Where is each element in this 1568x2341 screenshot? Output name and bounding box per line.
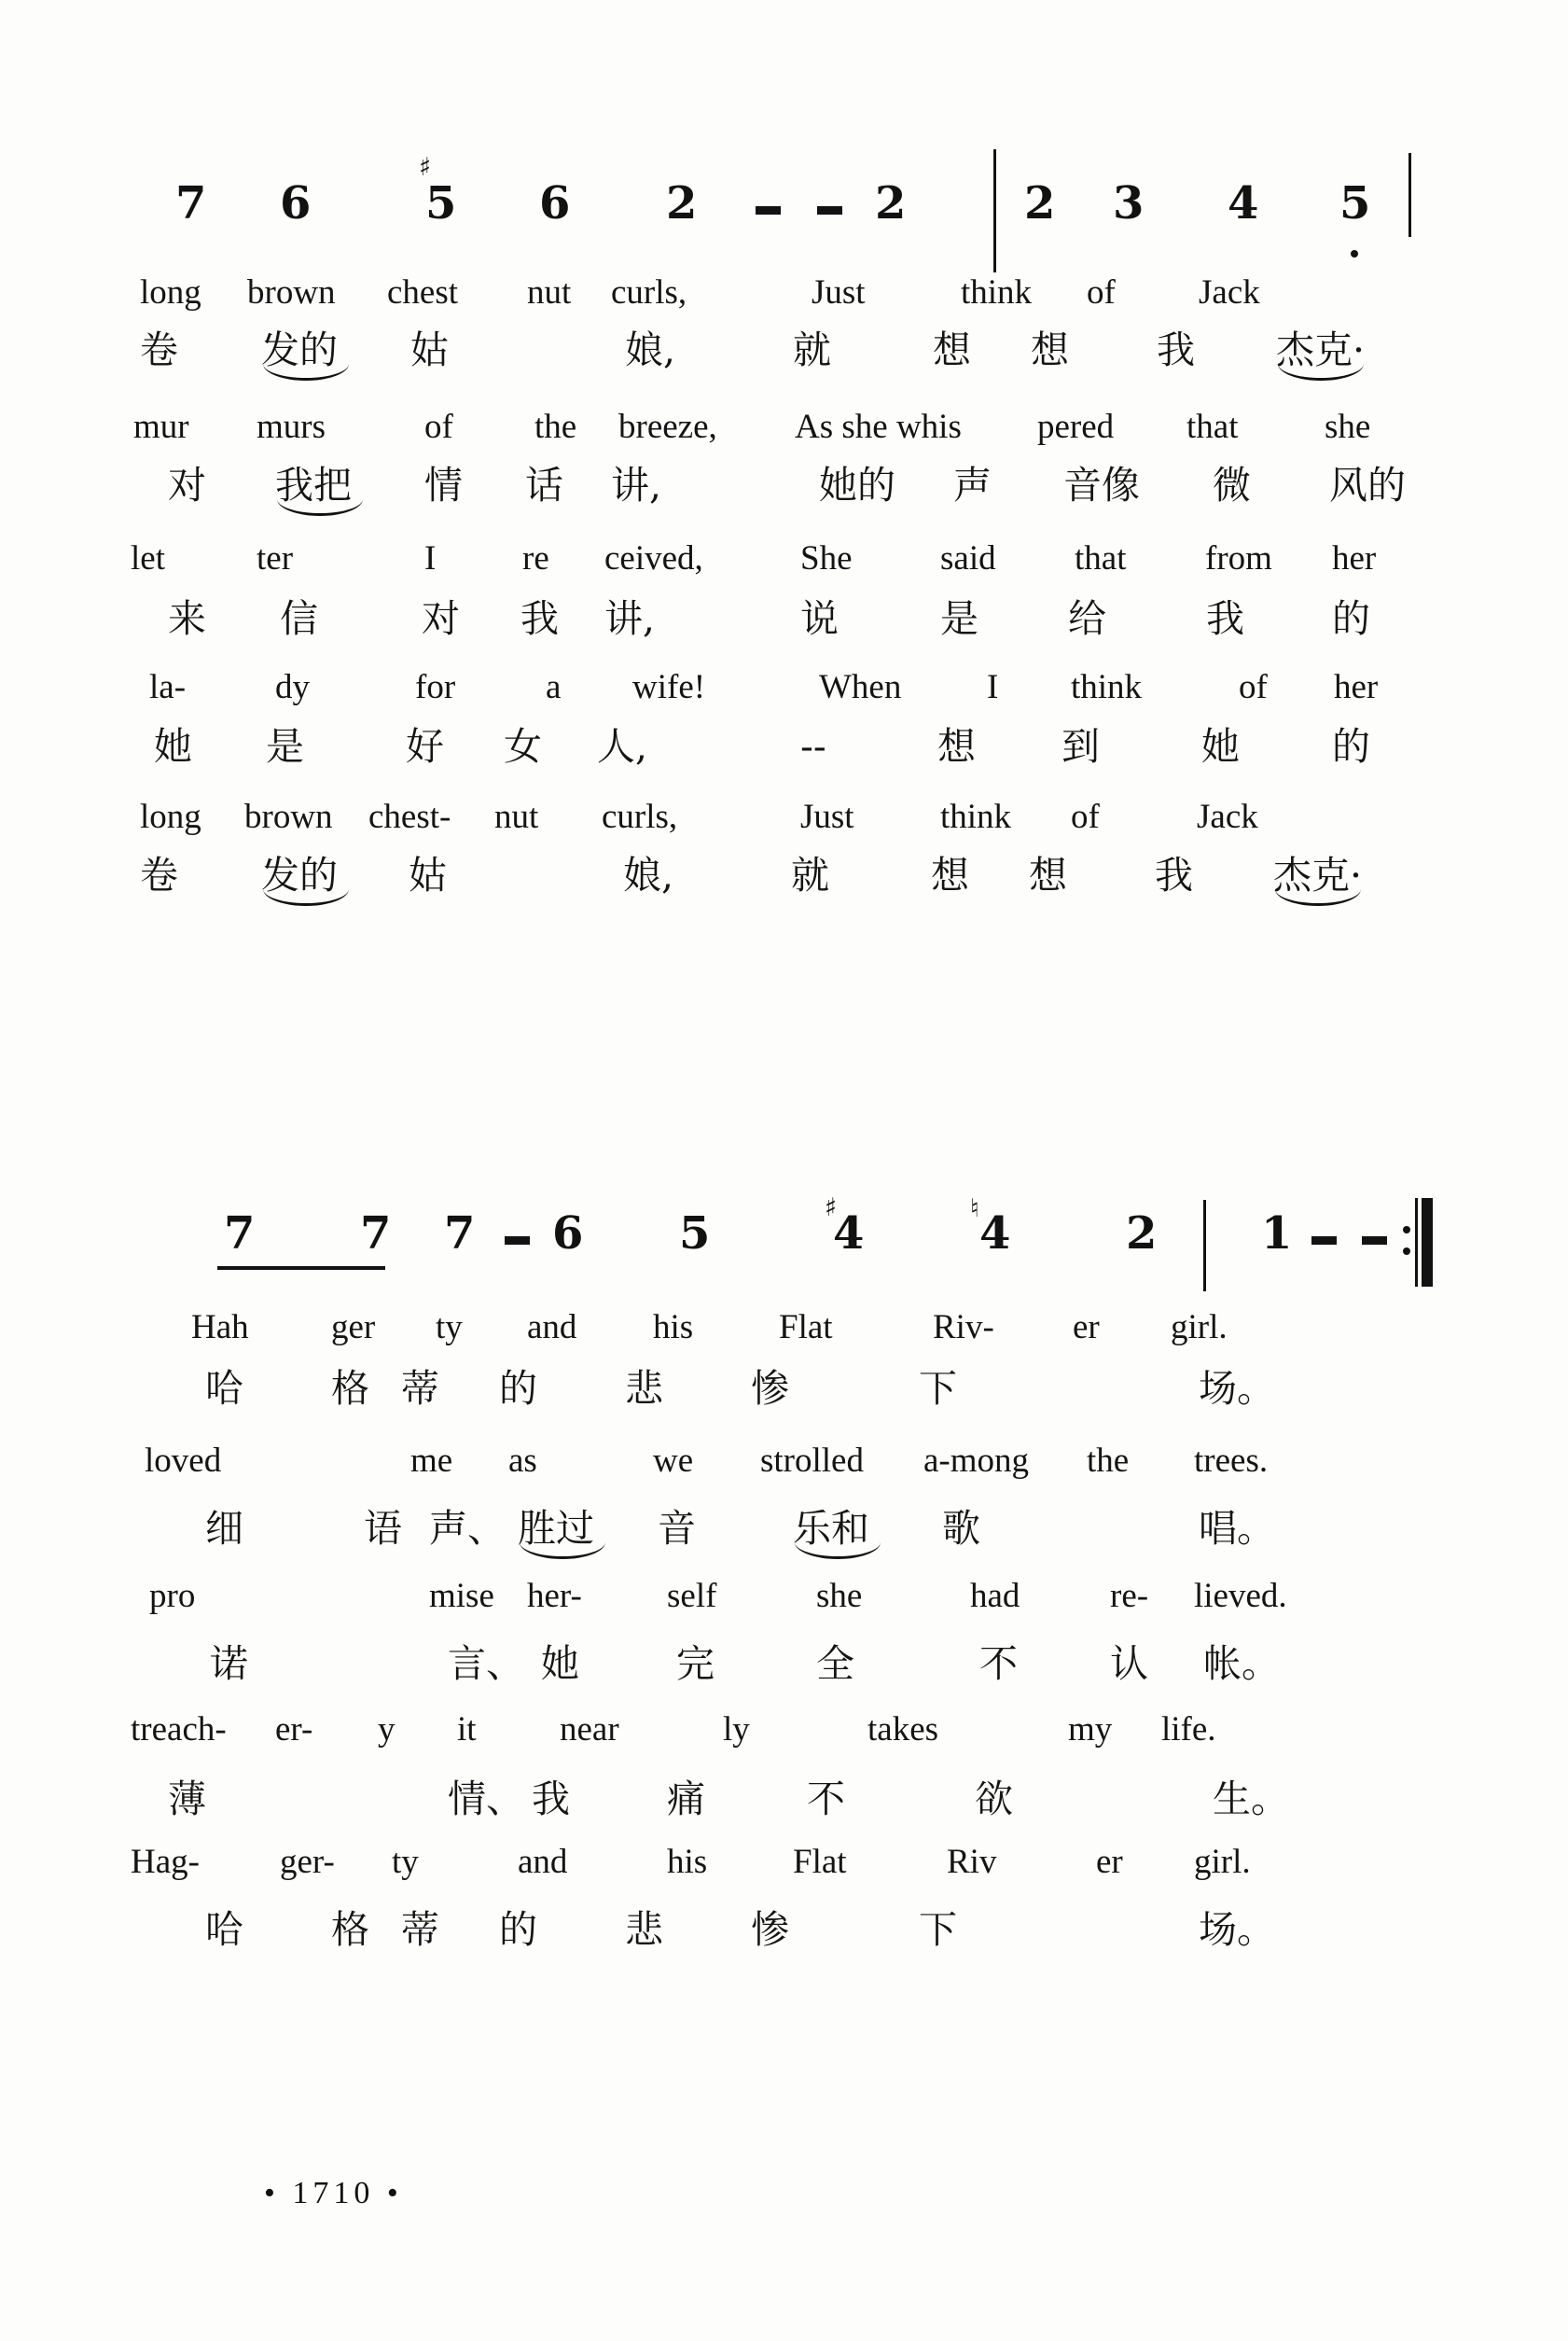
lyric-token-chinese: 姑	[410, 327, 449, 372]
slur-arc	[795, 1540, 881, 1559]
lyric-token-english: takes	[867, 1710, 939, 1749]
eighth-note-beam	[217, 1266, 385, 1270]
sharp-accidental-icon: ♯	[419, 153, 432, 182]
lyric-token-english: pro	[149, 1577, 196, 1615]
slur-arc	[277, 497, 363, 516]
note-number: 6	[539, 177, 571, 230]
note-number: 2	[666, 177, 698, 230]
lyric-token-english: Flat	[793, 1843, 847, 1881]
lyric-token-chinese: 我把	[275, 463, 352, 508]
lyric-token-english: of	[1087, 273, 1116, 312]
lyric-token-chinese: 细	[205, 1506, 243, 1551]
lyric-token-chinese: 想	[931, 853, 969, 898]
lyric-token-english: trees.	[1194, 1442, 1269, 1480]
lyric-token-english: er-	[275, 1710, 313, 1749]
lyric-token-chinese: 是	[940, 596, 978, 641]
lyric-token-english: the	[1087, 1442, 1130, 1480]
lyric-token-english: When	[819, 668, 902, 706]
lyric-token-english: life.	[1161, 1710, 1216, 1749]
lyric-token-chinese: 娘,	[623, 853, 674, 898]
lyric-token-chinese: 她	[154, 724, 192, 769]
lyric-token-english: treach-	[131, 1710, 227, 1749]
lyric-token-english: ceived,	[604, 539, 703, 578]
note-number: 5	[679, 1207, 711, 1260]
lyric-token-chinese: 的	[1332, 724, 1370, 769]
lyric-token-english: girl.	[1194, 1843, 1251, 1881]
lyric-token-chinese: 卷	[140, 853, 178, 898]
lyric-token-chinese: 场。	[1199, 1907, 1275, 1952]
lyric-token-english: long	[140, 798, 201, 836]
note-duration-dash	[1311, 1236, 1337, 1245]
lyric-token-english: strolled	[760, 1442, 864, 1480]
barline	[1203, 1200, 1206, 1291]
lyric-token-chinese: 诺	[210, 1641, 248, 1686]
lyric-token-chinese: 想	[1031, 327, 1069, 372]
lyric-token-english: ger	[331, 1308, 376, 1346]
lyric-token-chinese: 娘,	[625, 327, 676, 372]
lyric-token-english: think	[940, 798, 1012, 836]
lyric-token-english: let	[131, 539, 165, 578]
lyric-token-english: we	[653, 1442, 694, 1480]
lyric-token-chinese: 格	[331, 1366, 369, 1411]
lyric-token-english: the	[534, 408, 577, 446]
lyric-token-english: it	[457, 1710, 477, 1749]
note-duration-dash	[756, 206, 781, 215]
lyric-token-english: wife!	[632, 668, 706, 706]
lyric-token-english: curls,	[611, 273, 687, 312]
lyric-token-chinese: 格	[331, 1907, 369, 1952]
lyric-token-chinese: 姑	[409, 853, 447, 898]
lyric-token-chinese: 悲	[625, 1366, 663, 1411]
lyric-token-english: y	[378, 1710, 395, 1749]
lyric-token-chinese: 信	[280, 596, 318, 641]
lyric-token-english: er	[1073, 1308, 1100, 1346]
lyric-token-chinese: 蒂	[401, 1907, 439, 1952]
barline	[1408, 153, 1411, 237]
lyric-token-english: near	[560, 1710, 619, 1749]
lyric-token-english: that	[1075, 539, 1127, 578]
lyric-token-english: long	[140, 273, 201, 312]
slur-arc	[263, 362, 349, 381]
lyric-token-chinese: 惨	[751, 1907, 789, 1952]
lyric-token-chinese: 歌	[942, 1506, 980, 1551]
lyric-token-chinese: 下	[919, 1366, 957, 1411]
lyric-token-chinese: 的	[499, 1366, 537, 1411]
lyric-token-chinese: 人,	[597, 724, 648, 769]
lyric-token-chinese: 哈	[205, 1907, 243, 1952]
lyric-token-english: Flat	[779, 1308, 833, 1346]
lyric-token-english: I	[424, 539, 437, 578]
lyric-token-english: She	[800, 539, 853, 578]
lyric-token-chinese: 音	[658, 1506, 696, 1551]
note-number: 1	[1261, 1207, 1293, 1260]
lyric-token-english: dy	[275, 668, 310, 706]
lyric-token-english: Hag-	[131, 1843, 200, 1881]
lyric-token-chinese: 声	[953, 463, 992, 508]
lyric-token-english: ty	[436, 1308, 463, 1346]
lyric-token-english: think	[1071, 668, 1143, 706]
lyric-token-english: ter	[257, 539, 294, 578]
note-duration-dash	[1362, 1236, 1387, 1245]
note-number: 2	[1024, 177, 1056, 230]
lyric-token-english: loved	[145, 1442, 222, 1480]
note-number: 4	[833, 1207, 865, 1260]
lyric-token-english: breeze,	[618, 408, 717, 446]
lyric-token-chinese: 卷	[140, 327, 178, 372]
note-duration-dash	[817, 206, 842, 215]
lyric-token-chinese: 不	[807, 1777, 845, 1821]
lyric-token-chinese: 话	[525, 463, 563, 508]
lyric-token-english: she	[816, 1577, 863, 1615]
lyric-token-chinese: 我	[1157, 327, 1195, 372]
lyric-token-chinese: 微	[1213, 463, 1251, 508]
lyric-token-chinese: 想	[937, 724, 976, 769]
lyric-token-english: As she whis	[795, 408, 962, 446]
lyric-token-chinese: 发的	[261, 853, 338, 898]
lyric-token-english: a-mong	[923, 1442, 1030, 1480]
octave-dot	[1351, 250, 1358, 258]
lyric-token-english: lieved.	[1194, 1577, 1287, 1615]
lyric-token-english: curls,	[602, 798, 678, 836]
lyric-token-english: and	[518, 1843, 568, 1881]
lyric-token-chinese: 我	[520, 596, 559, 641]
lyric-token-english: ly	[723, 1710, 750, 1749]
lyric-token-english: girl.	[1171, 1308, 1228, 1346]
lyric-token-chinese: 语	[364, 1506, 402, 1551]
lyric-token-english: er	[1096, 1843, 1123, 1881]
lyric-token-chinese: 不	[979, 1641, 1018, 1686]
repeat-dot	[1403, 1247, 1410, 1255]
lyric-token-chinese: 讲,	[604, 596, 656, 641]
lyric-token-english: murs	[257, 408, 326, 446]
lyric-token-english: that	[1186, 408, 1239, 446]
slur-arc	[1275, 887, 1361, 906]
lyric-token-english: and	[527, 1308, 577, 1346]
lyric-token-chinese: 我	[1206, 596, 1244, 641]
lyric-token-chinese: 发的	[261, 327, 338, 372]
lyric-token-english: as	[508, 1442, 537, 1480]
lyric-token-chinese: 帐。	[1203, 1641, 1280, 1686]
lyric-token-chinese: 情	[424, 463, 463, 508]
lyric-token-english: Just	[800, 798, 854, 836]
lyric-token-chinese: 对	[168, 463, 206, 508]
note-number: 2	[875, 177, 907, 230]
note-number: 3	[1113, 177, 1145, 230]
lyric-token-chinese: 悲	[625, 1907, 663, 1952]
lyric-token-chinese: 我	[532, 1777, 570, 1821]
lyric-token-english: me	[410, 1442, 453, 1480]
lyric-token-english: Hah	[191, 1308, 249, 1346]
lyric-token-chinese: 哈	[205, 1366, 243, 1411]
lyric-token-chinese: 蒂	[401, 1366, 439, 1411]
lyric-token-english: brown	[247, 273, 336, 312]
note-number: 4	[979, 1207, 1011, 1260]
lyric-token-english: her-	[527, 1577, 582, 1615]
lyric-token-english: think	[961, 273, 1033, 312]
lyric-token-chinese: 唱。	[1199, 1506, 1275, 1551]
repeat-thick-barline	[1422, 1198, 1433, 1287]
lyric-token-english: his	[653, 1308, 694, 1346]
lyric-token-english: his	[667, 1843, 708, 1881]
lyric-token-chinese: 生。	[1213, 1777, 1289, 1821]
lyric-token-english: pered	[1037, 408, 1115, 446]
note-number: 7	[175, 177, 207, 230]
note-number: 5	[1339, 177, 1371, 230]
lyric-token-english: I	[987, 668, 999, 706]
page-number: • 1710 •	[264, 2176, 403, 2210]
barline	[993, 149, 996, 272]
slur-arc	[1278, 362, 1364, 381]
lyric-token-chinese: 她	[541, 1641, 579, 1686]
lyric-token-english: my	[1068, 1710, 1113, 1749]
lyric-token-english: ty	[392, 1843, 419, 1881]
lyric-token-english: from	[1205, 539, 1272, 578]
lyric-token-english: mur	[133, 408, 189, 446]
lyric-token-chinese: 音像	[1063, 463, 1140, 508]
lyric-token-chinese: 到	[1062, 724, 1100, 769]
slur-arc	[263, 887, 349, 906]
lyric-token-chinese: 是	[266, 724, 304, 769]
note-duration-dash	[505, 1236, 530, 1245]
repeat-thin-barline	[1415, 1198, 1418, 1287]
lyric-token-english: Jack	[1197, 798, 1258, 836]
lyric-token-english: re	[522, 539, 549, 578]
lyric-token-english: Jack	[1199, 273, 1260, 312]
lyric-token-chinese: 惨	[751, 1366, 789, 1411]
lyric-token-chinese: 讲,	[611, 463, 662, 508]
lyric-token-chinese: 女	[504, 724, 542, 769]
lyric-token-chinese: 全	[816, 1641, 854, 1686]
lyric-token-chinese: 来	[168, 596, 206, 641]
lyric-token-chinese: 她的	[819, 463, 895, 508]
lyric-token-english: mise	[429, 1577, 494, 1615]
lyric-token-chinese: 想	[1029, 853, 1067, 898]
lyric-token-chinese: 对	[422, 596, 460, 641]
lyric-token-chinese: 就	[791, 853, 829, 898]
lyric-token-english: Riv-	[933, 1308, 994, 1346]
lyric-token-chinese: 认	[1110, 1641, 1148, 1686]
lyric-token-chinese: 给	[1068, 596, 1106, 641]
lyric-token-chinese: 下	[919, 1907, 957, 1952]
note-number: 7	[224, 1207, 256, 1260]
lyric-token-chinese: 她	[1201, 724, 1240, 769]
lyric-token-chinese: 说	[800, 596, 839, 641]
lyric-token-chinese: 乐和	[793, 1506, 869, 1551]
note-number: 2	[1126, 1207, 1158, 1260]
lyric-token-english: nut	[494, 798, 539, 836]
lyric-token-chinese: 欲	[975, 1777, 1013, 1821]
lyric-token-english: for	[415, 668, 456, 706]
natural-accidental-icon: ♮	[970, 1194, 979, 1223]
lyric-token-chinese: 的	[1332, 596, 1370, 641]
lyric-token-english: self	[667, 1577, 717, 1615]
lyric-token-english: her	[1332, 539, 1377, 578]
lyric-token-chinese: --	[800, 724, 826, 769]
lyric-token-english: brown	[244, 798, 333, 836]
slur-arc	[520, 1540, 605, 1559]
lyric-token-english: la-	[149, 668, 187, 706]
note-number: 6	[280, 177, 312, 230]
lyric-token-chinese: 痛	[667, 1777, 705, 1821]
lyric-token-english: Just	[812, 273, 866, 312]
lyric-token-english: had	[970, 1577, 1020, 1615]
lyric-token-chinese: 情、	[448, 1777, 524, 1821]
lyric-token-chinese: 言、	[448, 1641, 524, 1686]
lyric-token-english: a	[546, 668, 562, 706]
note-number: 6	[552, 1207, 584, 1260]
lyric-token-chinese: 的	[499, 1907, 537, 1952]
repeat-dot	[1403, 1226, 1410, 1233]
lyric-token-chinese: 杰克·	[1273, 853, 1363, 898]
sharp-accidental-icon: ♯	[825, 1193, 838, 1222]
lyric-token-chinese: 场。	[1199, 1366, 1275, 1411]
lyric-token-chinese: 声、	[429, 1506, 506, 1551]
lyric-token-english: of	[1071, 798, 1100, 836]
note-number: 4	[1228, 177, 1259, 230]
lyric-token-chinese: 想	[933, 327, 971, 372]
lyric-token-english: she	[1325, 408, 1371, 446]
lyric-token-chinese: 我	[1155, 853, 1193, 898]
lyric-token-english: of	[1239, 668, 1268, 706]
lyric-token-chinese: 薄	[168, 1777, 206, 1821]
lyric-token-chinese: 好	[406, 724, 444, 769]
lyric-token-chinese: 风的	[1329, 463, 1406, 508]
note-number: 5	[425, 177, 457, 230]
lyric-token-chinese: 杰克·	[1276, 327, 1366, 372]
lyric-token-english: ger-	[280, 1843, 335, 1881]
lyric-token-english: nut	[527, 273, 572, 312]
lyric-token-english: of	[424, 408, 453, 446]
note-number: 7	[360, 1207, 392, 1260]
lyric-token-english: chest-	[368, 798, 451, 836]
lyric-token-chinese: 就	[793, 327, 831, 372]
lyric-token-chinese: 完	[676, 1641, 715, 1686]
lyric-token-english: her	[1334, 668, 1379, 706]
note-number: 7	[444, 1207, 476, 1260]
lyric-token-english: re-	[1110, 1577, 1149, 1615]
lyric-token-english: Riv	[947, 1843, 997, 1881]
lyric-token-english: chest	[387, 273, 459, 312]
lyric-token-english: said	[940, 539, 996, 578]
lyric-token-chinese: 胜过	[518, 1506, 594, 1551]
